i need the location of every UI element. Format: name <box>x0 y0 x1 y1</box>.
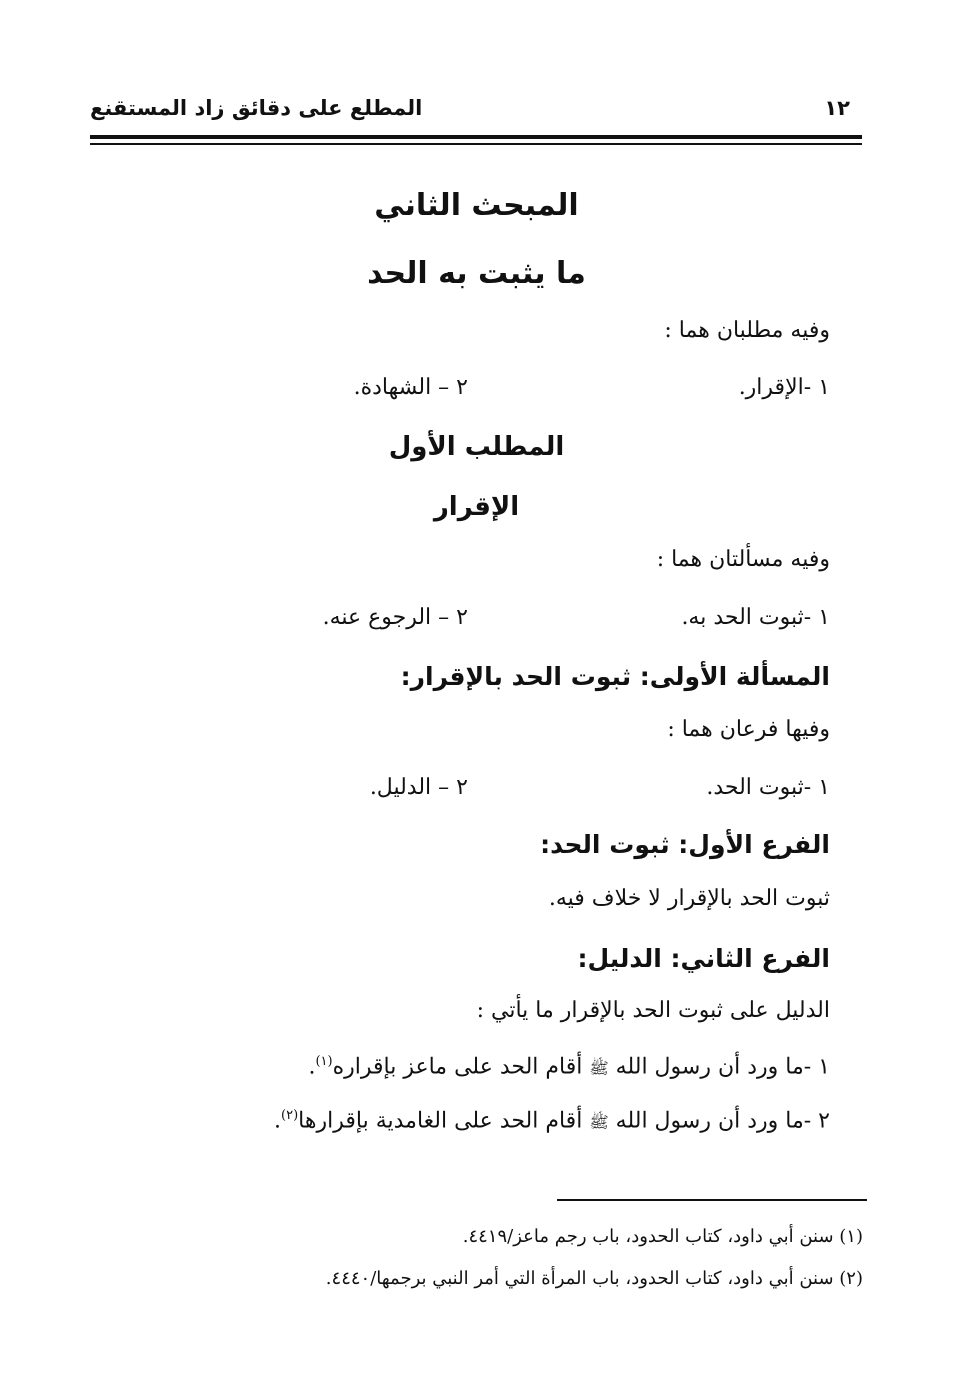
evidence-2-suffix: أقام الحد على الغامدية بإقرارها <box>298 1108 583 1134</box>
footnote-separator <box>557 1199 867 1201</box>
branch-2-heading: الفرع الثاني: الدليل: <box>577 944 830 973</box>
salla-honorific: ﷺ <box>589 1058 609 1078</box>
intro-text-1: وفيه مطلبان هما : <box>664 318 830 343</box>
list-3-item-1: ١ -ثبوت الحد. <box>706 775 830 800</box>
branch-1-text: ثبوت الحد بالإقرار لا خلاف فيه. <box>548 886 830 911</box>
evidence-1-end: . <box>308 1054 316 1080</box>
header-rule-thick <box>90 135 862 139</box>
section-subtitle: ما يثبت به الحد <box>367 256 586 291</box>
list-2-item-2: ٢ – الرجوع عنه. <box>322 605 468 630</box>
subsection-title: المطلب الأول <box>388 432 565 462</box>
evidence-item-1 <box>308 1054 830 1081</box>
list-1-item-2: ٢ – الشهادة. <box>353 375 468 400</box>
footnote-1: (١) سنن أبي داود، كتاب الحدود، باب رجم ماعز/٤٤١٩. <box>462 1226 863 1247</box>
running-header <box>90 96 860 130</box>
list-2-item-1: ١ -ثبوت الحد به. <box>681 605 830 630</box>
salla-honorific: ﷺ <box>589 1112 609 1132</box>
footnote-ref-1: (١) <box>315 1054 333 1069</box>
list-3-item-2: ٢ – الدليل. <box>369 775 468 800</box>
header-rule-thin <box>90 143 862 145</box>
intro-text-3: وفيها فرعان هما : <box>667 717 830 742</box>
list-1-item-1: ١ -الإقرار. <box>738 375 830 400</box>
footnote-2: (٢) سنن أبي داود، كتاب الحدود، باب المرأة التي أمر النبي برجمها/٤٤٤٠. <box>325 1268 863 1289</box>
footnote-ref-2: (٢) <box>281 1108 299 1123</box>
evidence-item-2 <box>274 1108 830 1135</box>
issue-1-heading: المسألة الأولى: ثبوت الحد بالإقرار: <box>400 662 830 691</box>
page-number: ١٢ <box>824 96 850 120</box>
evidence-1-prefix: ١ -ما ورد أن رسول الله <box>615 1054 830 1080</box>
branch-1-heading: الفرع الأول: ثبوت الحد: <box>540 830 830 859</box>
subsection-subtitle: الإقرار <box>433 492 520 522</box>
book-title: المطلع على دقائق زاد المستقنع <box>90 96 423 120</box>
evidence-1-suffix: أقام الحد على ماعز بإقراره <box>332 1054 583 1080</box>
branch-2-intro: الدليل على ثبوت الحد بالإقرار ما يأتي : <box>476 998 830 1023</box>
intro-text-2: وفيه مسألتان هما : <box>656 547 830 572</box>
evidence-2-end: . <box>274 1108 282 1134</box>
evidence-2-prefix: ٢ -ما ورد أن رسول الله <box>615 1108 830 1134</box>
section-title: المبحث الثاني <box>374 188 579 223</box>
